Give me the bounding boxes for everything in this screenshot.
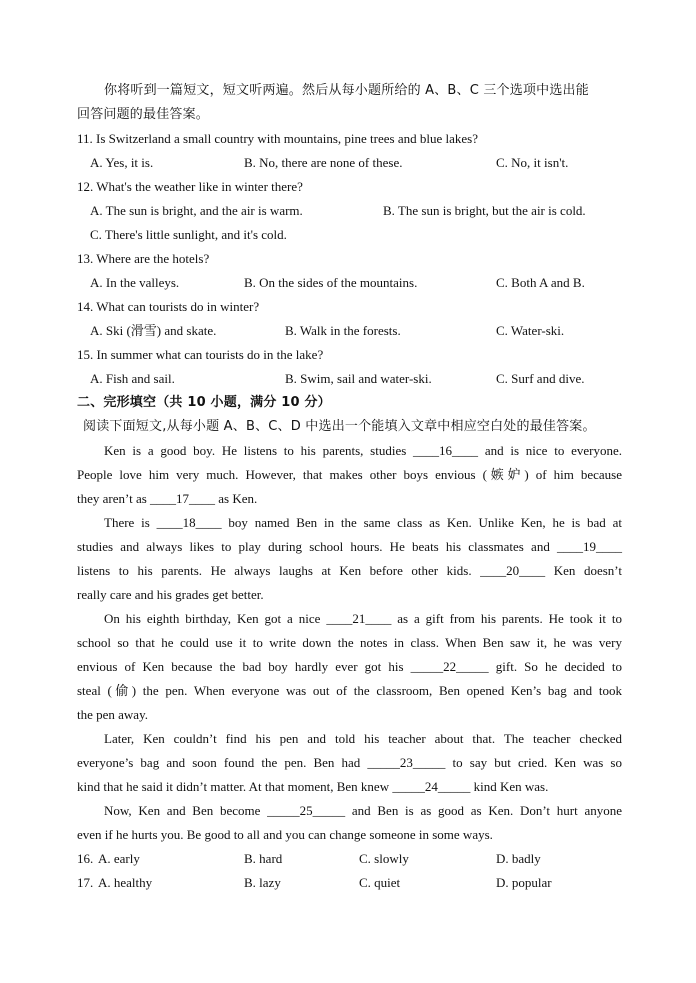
passage-line-7: really care and his grades get better. <box>77 587 264 602</box>
passage-line-6: listens to his parents. He always laughs at Ken before other kids. ____20____ Ken doesn’t <box>77 563 622 578</box>
option-13-b[interactable]: B. On the sides of the mountains. <box>244 275 418 290</box>
question-11-options <box>77 152 622 174</box>
answer-17-number: 17. <box>77 875 94 890</box>
passage-line-5: studies and always likes to play during school hours. He beats his classmates and ____19____ <box>77 539 622 554</box>
answer-17-b[interactable]: B. lazy <box>244 875 281 890</box>
option-11-a[interactable]: A. Yes, it is. <box>90 155 154 170</box>
option-15-b[interactable]: B. Swim, sail and water-ski. <box>285 371 432 386</box>
answer-16-number: 16. <box>77 851 94 866</box>
passage-line-13: Later, Ken couldn’t find his pen and told his teacher about that. The teacher checked <box>104 731 622 746</box>
passage-line-2: People love him very much. However, that makes other boys envious (嫉妒) of him because <box>77 467 622 482</box>
passage-line-10: envious of Ken because the bad boy hardly ever got his _____22_____ gift. So he decided to <box>77 659 622 674</box>
question-14: 14. What can tourists do in winter? <box>77 299 260 314</box>
passage-line-11: steal (偷) the pen. When everyone was out of the classroom, Ben opened Ken’s bag and took <box>77 683 622 698</box>
option-14-b[interactable]: B. Walk in the forests. <box>285 323 401 338</box>
passage-line-16: Now, Ken and Ben become _____25_____ and Ben is as good as Ken. Don’t hurt anyone <box>104 803 622 818</box>
option-15-a[interactable]: A. Fish and sail. <box>90 371 175 386</box>
passage-line-4: There is ____18____ boy named Ben in the same class as Ken. Unlike Ken, he is bad at <box>104 515 622 530</box>
option-15-c[interactable]: C. Surf and dive. <box>496 371 585 386</box>
section-2-instruction: 阅读下面短文,从每小题 A、B、C、D 中选出一个能填入文章中相应空白处的最佳答案。 <box>83 419 596 434</box>
passage-line-9: school so that he could use it to write down the notes in class. When Ben saw it, he was very <box>77 635 622 650</box>
option-12-b[interactable]: B. The sun is bright, but the air is cold. <box>383 203 586 218</box>
option-11-b[interactable]: B. No, there are none of these. <box>244 155 403 170</box>
section-2-heading: 二、完形填空（共 10 小题，满分 10 分） <box>77 395 331 410</box>
option-11-c[interactable]: C. No, it isn't. <box>496 155 569 170</box>
answer-17-a[interactable]: A. healthy <box>98 875 153 890</box>
answer-16-b[interactable]: B. hard <box>244 851 283 866</box>
question-12-options-row2 <box>77 224 622 246</box>
passage-line-3: they aren’t as ____17____ as Ken. <box>77 491 258 506</box>
question-12: 12. What's the weather like in winter there? <box>77 179 303 194</box>
question-12-options-row1 <box>77 200 622 222</box>
passage-line-1: Ken is a good boy. He listens to his parents, studies ____16____ and is nice to everyone. <box>104 443 622 458</box>
option-13-c[interactable]: C. Both A and B. <box>496 275 585 290</box>
passage-line-14: everyone’s bag and soon found the pen. Ben had _____23_____ to say but cried. Ken was so <box>77 755 622 770</box>
intro-line-1: 你将听到一篇短文，短文听两遍。然后从每小题所给的 A、B、C 三个选项中选出能 <box>104 83 589 98</box>
answer-17-d[interactable]: D. popular <box>496 875 552 890</box>
passage-line-8: On his eighth birthday, Ken got a nice ____21____ as a gift from his parents. He took it to <box>104 611 622 626</box>
question-13: 13. Where are the hotels? <box>77 251 210 266</box>
option-13-a[interactable]: A. In the valleys. <box>90 275 180 290</box>
answer-16-c[interactable]: C. slowly <box>359 851 409 866</box>
question-15-options <box>77 368 622 390</box>
answer-16-a[interactable]: A. early <box>98 851 140 866</box>
answer-16-d[interactable]: D. badly <box>496 851 541 866</box>
passage-line-12: the pen away. <box>77 707 148 722</box>
question-15: 15. In summer what can tourists do in the lake? <box>77 347 324 362</box>
question-11: 11. Is Switzerland a small country with mountains, pine trees and blue lakes? <box>77 131 478 146</box>
option-14-c[interactable]: C. Water-ski. <box>496 323 565 338</box>
answer-16-row <box>77 848 622 870</box>
option-14-a[interactable]: A. Ski (滑雪) and skate. <box>90 323 217 338</box>
passage-line-15: kind that he said it didn’t matter. At that moment, Ben knew _____24_____ kind Ken was. <box>77 779 549 794</box>
intro-line-2: 回答问题的最佳答案。 <box>77 107 210 122</box>
option-12-a[interactable]: A. The sun is bright, and the air is warm. <box>90 203 303 218</box>
answer-17-row <box>77 872 622 894</box>
option-12-c[interactable]: C. There's little sunlight, and it's cold. <box>90 227 287 242</box>
question-13-options <box>77 272 622 294</box>
passage-line-17: even if he hurts you. Be good to all and you can change someone in some ways. <box>77 827 493 842</box>
question-14-options <box>77 320 622 342</box>
answer-17-c[interactable]: C. quiet <box>359 875 401 890</box>
